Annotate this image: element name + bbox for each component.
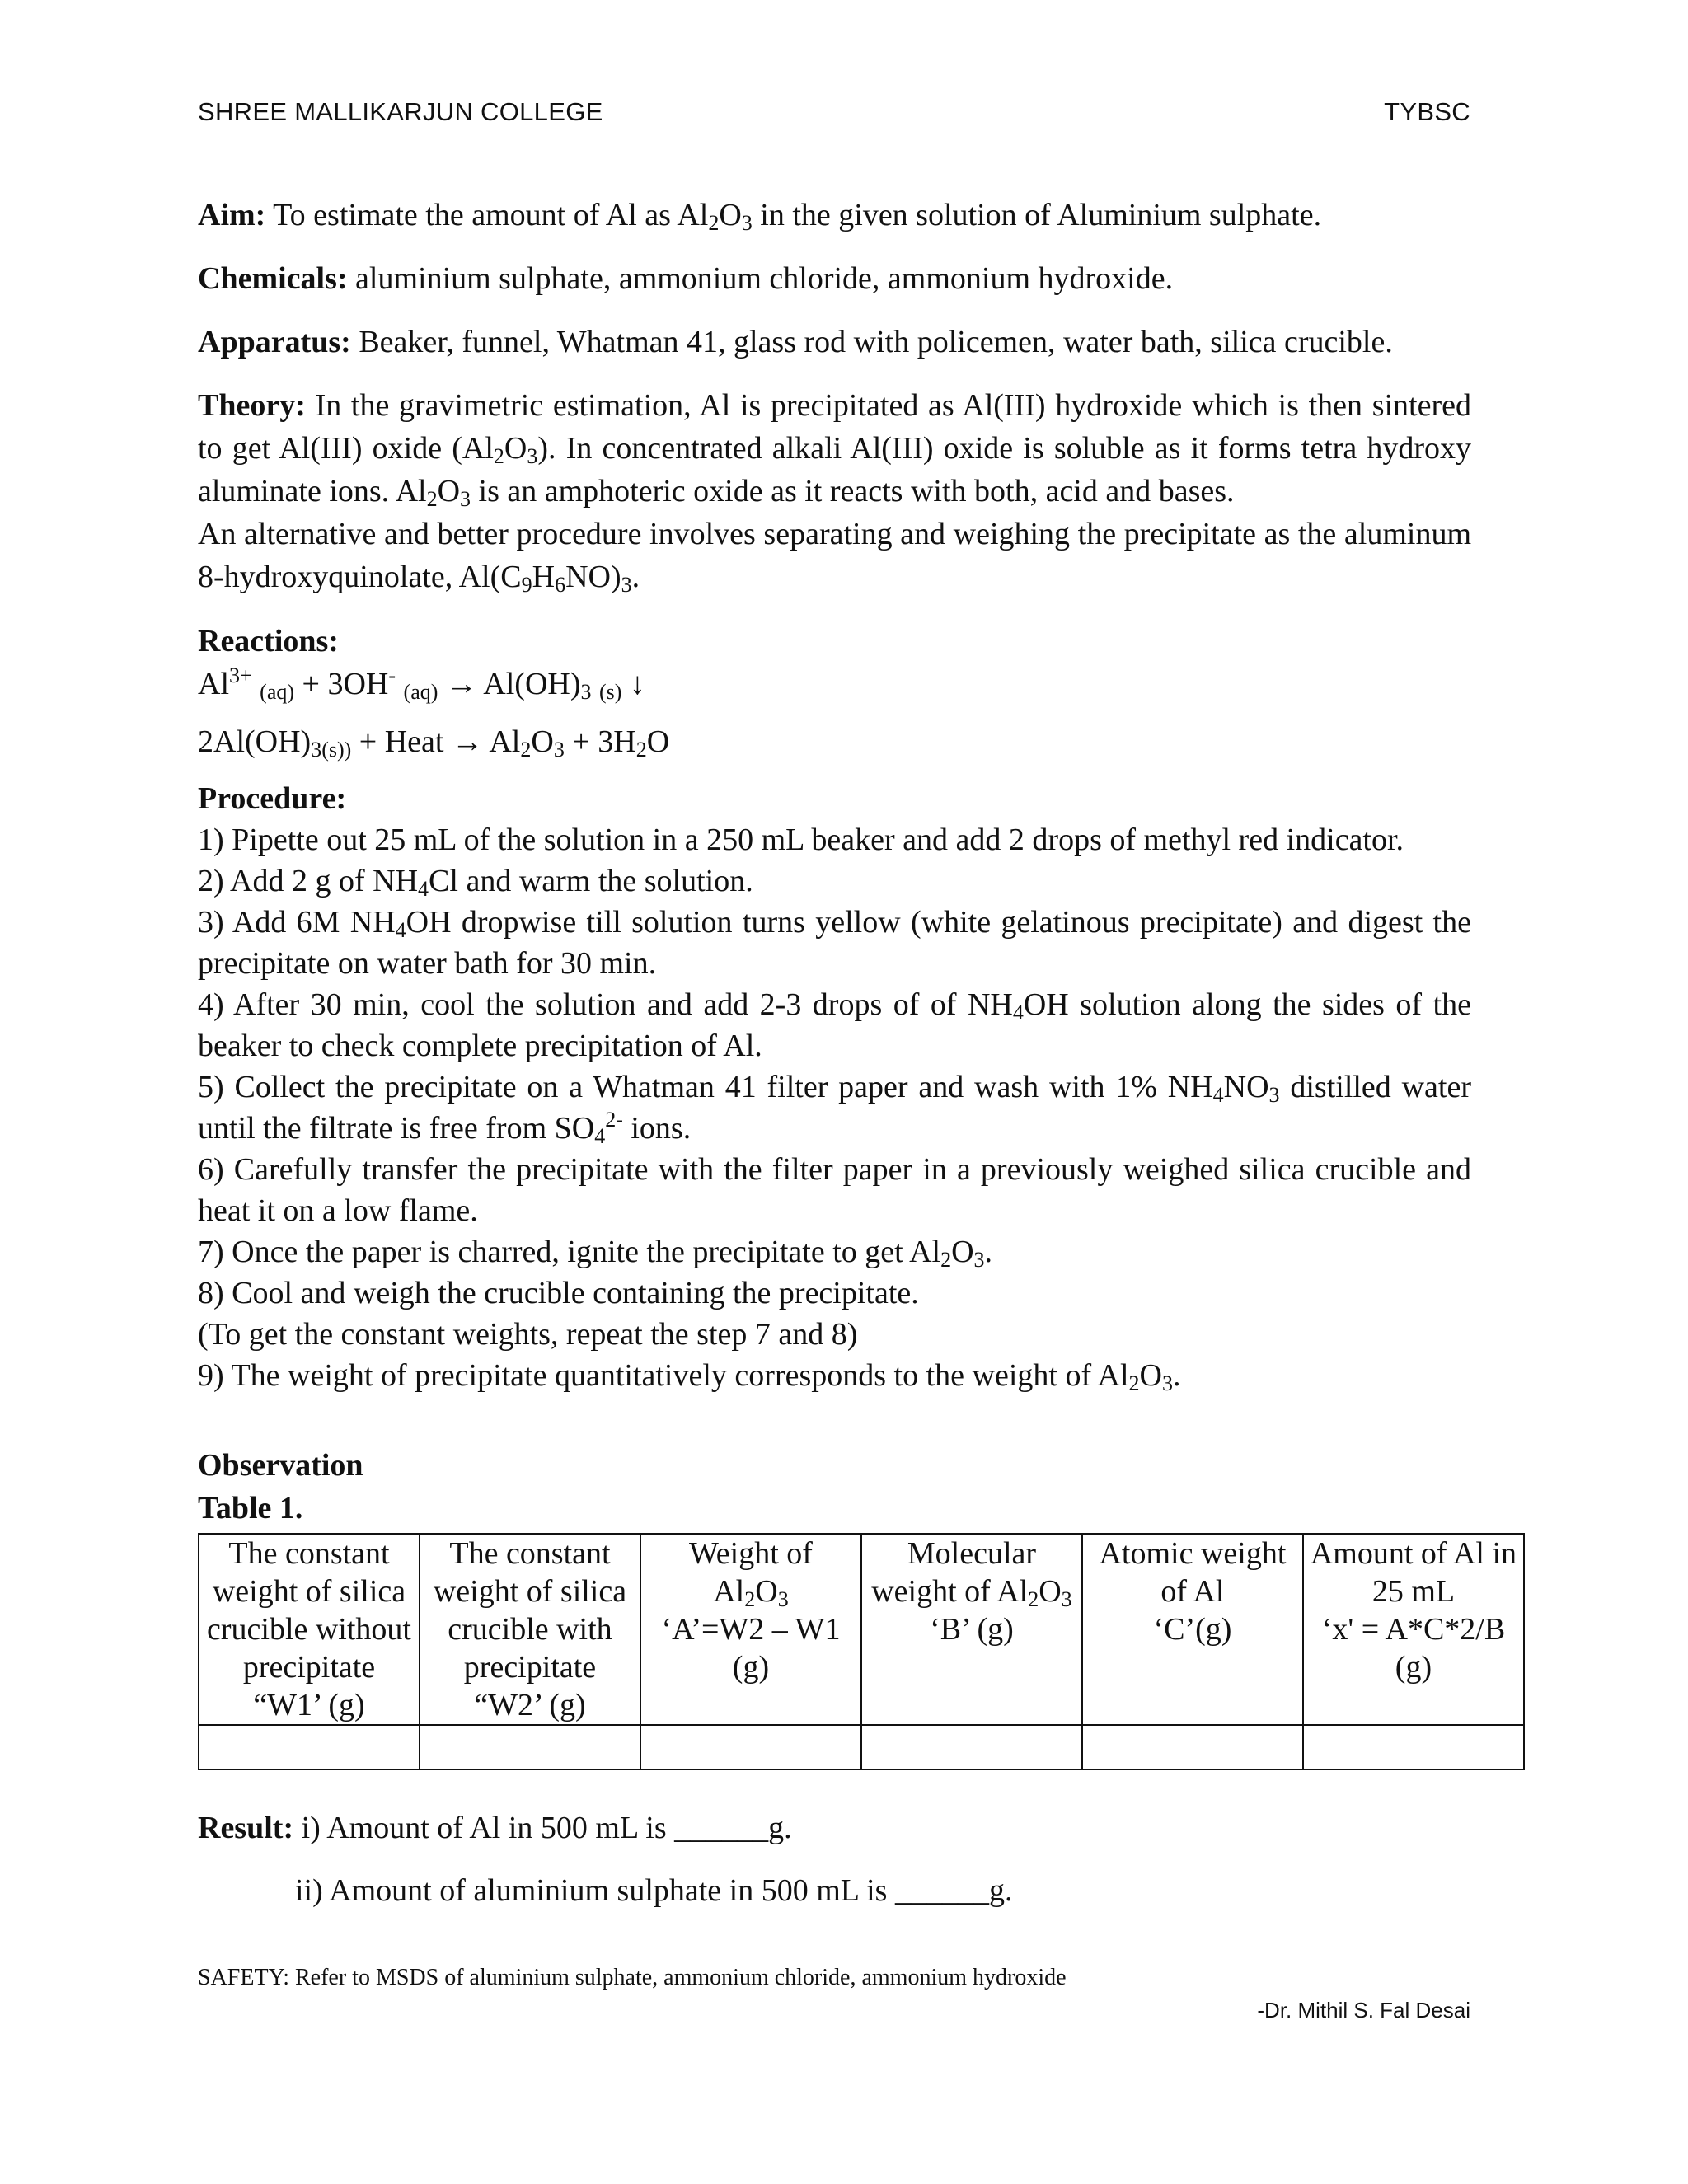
header-w2: The constant weight of silica crucible with precipitate “W2’ (g) [420, 1534, 640, 1725]
table-header-row [199, 1534, 1524, 1725]
safety-note: SAFETY: Refer to MSDS of aluminium sulphate, ammonium chloride, ammonium hydroxide [198, 1965, 1067, 1990]
procedure-section [198, 778, 1471, 1396]
apparatus-paragraph: Apparatus: Beaker, funnel, Whatman 41, glass rod with policemen, water bath, silica crucible. [198, 325, 1393, 359]
procedure-step-1: 1) Pipette out 25 mL of the solution in a 250 mL beaker and add 2 drops of methyl red indicator. [198, 823, 1404, 857]
header-weight-a: Weight of $Al_2O_3$ ‘A’=W2 – W1 (g) [640, 1534, 861, 1725]
reaction-2: $2Al(OH)_{3(s))}$ + Heat → $Al_2O_3 + 3H_2O$ [198, 724, 670, 762]
procedure-step-8: 8) Cool and weigh the crucible containing the precipitate. [198, 1276, 919, 1310]
observation-table [198, 1533, 1525, 1770]
procedure-step-9: 9) The weight of precipitate quantitatively corresponds to the weight of $Al_2O_3$. [198, 1358, 1181, 1395]
procedure-step-2: 2) Add 2 g of $NH_4Cl$ and warm the solution. [198, 864, 753, 901]
table-cell [640, 1725, 861, 1769]
result-line-1: Result: i) Amount of Al in 500 mL is ______g. [198, 1811, 792, 1845]
header-w1: The constant weight of silica crucible without precipitate “W1’ (g) [199, 1534, 420, 1725]
procedure-note: (To get the constant weights, repeat the step 7 and 8) [198, 1317, 858, 1352]
observation-label: Observation [198, 1448, 363, 1483]
aim-label: Aim: [198, 198, 266, 232]
procedure-step-4: 4) After 30 min, cool the solution and add 2-3 drops of of $NH_4OH$ solution along the sides of the beaker to check complete precipitation of Al. [198, 987, 1471, 1063]
author-credit: -Dr. Mithil S. Fal Desai [1257, 1998, 1470, 2022]
theory-alternative-paragraph: An alternative and better procedure involves separating and weighing the precipitate as the aluminum 8-hydroxyquinolate, $Al(C_9H_6NO)_3$. [198, 517, 1471, 597]
table-cell [420, 1725, 640, 1769]
result-line-2: ii) Amount of aluminium sulphate in 500 mL is ______g. [295, 1873, 1013, 1908]
header-amount-x: Amount of Al in 25 mL ‘x' = A*C*2/B (g) [1303, 1534, 1524, 1725]
reactions-label: Reactions: [198, 624, 339, 658]
observation-section [198, 1444, 1471, 1530]
procedure-step-3: 3) Add 6M $NH_4OH$ dropwise till solution turns yellow (white gelatinous precipitate) and digest the precipitate on water bath for 30 min. [198, 905, 1471, 981]
aim-paragraph: Aim: To estimate the amount of Al as $Al_2O_3$ in the given solution of Aluminium sulphate. [198, 198, 1322, 235]
chemicals-label: Chemicals: [198, 261, 348, 296]
apparatus-label: Apparatus: [198, 325, 351, 359]
college-header: SHREE MALLIKARJUN COLLEGE [198, 97, 603, 126]
theory-label: Theory: [198, 388, 306, 423]
header-atomic-weight-c: Atomic weight of Al ‘C’(g) [1082, 1534, 1303, 1725]
table-cell [1082, 1725, 1303, 1769]
reaction-1: $Al^{3+}$ $_{(aq)}$ + 3OH- $_{(aq)} \to Al(OH)_3$ $_{(s)}$ ↓ [198, 663, 645, 704]
procedure-label: Procedure: [198, 781, 347, 816]
table-label: Table 1. [198, 1491, 303, 1526]
procedure-step-7: 7) Once the paper is charred, ignite the precipitate to get $Al_2O_3$. [198, 1235, 993, 1272]
chemicals-paragraph: Chemicals: aluminium sulphate, ammonium chloride, ammonium hydroxide. [198, 261, 1174, 296]
table-cell [861, 1725, 1082, 1769]
procedure-step-6: 6) Carefully transfer the precipitate with the filter paper in a previously weighed silica crucible and heat it on a low flame. [198, 1152, 1471, 1228]
theory-section [198, 384, 1471, 598]
procedure-step-5: 5) Collect the precipitate on a Whatman 41 filter paper and wash with 1% $NH_4NO_3$ distilled water until the filtrate is free from $SO_4^{2-}$ ions. [198, 1070, 1471, 1148]
table-row [199, 1725, 1524, 1769]
header-molecular-weight-b: Molecular weight of $Al_2O_3$ ‘B’ (g) [861, 1534, 1082, 1725]
result-label: Result: [198, 1811, 294, 1845]
reactions-section [198, 620, 1471, 763]
theory-paragraph: Theory: In the gravimetric estimation, Al is precipitated as Al(III) hydroxide which is then sintered to get Al(III) oxide $(Al_2O_3)$. In concentrated alkali Al(III) oxide is soluble as it forms tetra hydroxy aluminate ions. $Al_2O_3$ is an amphoteric oxide as it reacts with both, acid and bases. [198, 388, 1472, 511]
table-cell [1303, 1725, 1524, 1769]
class-header: TYBSC [1384, 97, 1470, 126]
table-cell [199, 1725, 420, 1769]
